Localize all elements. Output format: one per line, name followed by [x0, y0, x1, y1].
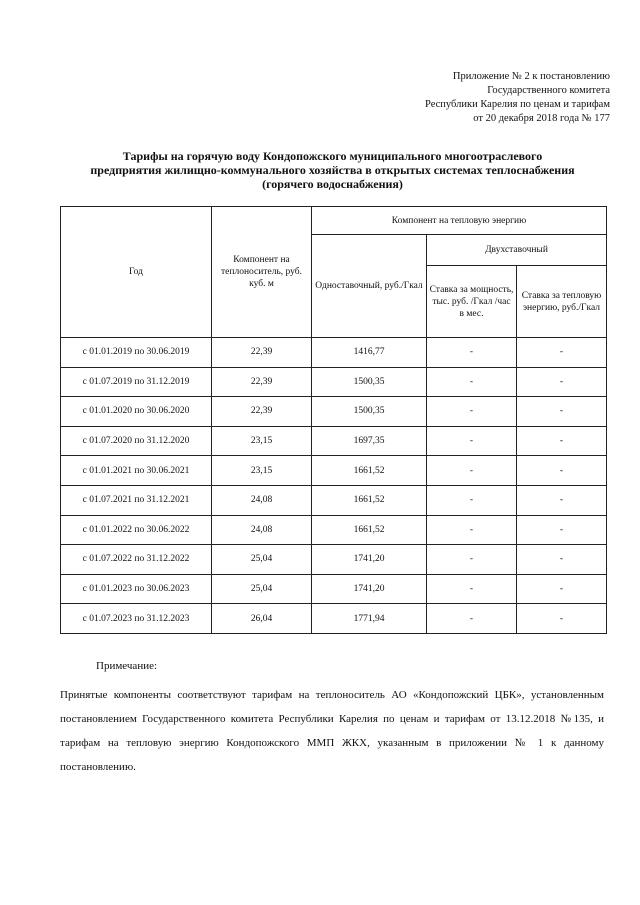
note-title: Примечание:: [96, 660, 158, 672]
cell-energy-rate: -: [517, 485, 607, 515]
title-line: предприятия жилищно-коммунального хозяйства в открытых системах теплоснабжения: [90, 163, 575, 177]
header-capacity-rate: Ставка за мощность, тыс. руб. /Гкал /час в мес.: [427, 266, 517, 338]
table-row: [61, 545, 607, 575]
cell-carrier: 23,15: [212, 426, 312, 456]
cell-carrier: 22,39: [212, 338, 312, 368]
cell-energy-rate: -: [517, 426, 607, 456]
header-carrier-component: Компонент на теплоноситель, руб. куб. м: [212, 207, 312, 338]
cell-period: с 01.07.2020 по 31.12.2020: [61, 426, 212, 456]
cell-single-rate: 1661,52: [312, 456, 427, 486]
cell-period: с 01.01.2019 по 30.06.2019: [61, 338, 212, 368]
appendix-header: [310, 70, 610, 126]
header-year: Год: [61, 207, 212, 338]
cell-single-rate: 1500,35: [312, 367, 427, 397]
table-row: [61, 485, 607, 515]
cell-single-rate: 1741,20: [312, 545, 427, 575]
cell-energy-rate: -: [517, 515, 607, 545]
cell-capacity-rate: -: [427, 485, 517, 515]
title-line: Тарифы на горячую воду Кондопожского муниципального многоотраслевого: [122, 149, 543, 163]
cell-carrier: 22,39: [212, 367, 312, 397]
cell-energy-rate: -: [517, 338, 607, 368]
cell-energy-rate: -: [517, 367, 607, 397]
header-energy-rate: Ставка за тепловую энергию, руб./Гкал: [517, 266, 607, 338]
cell-capacity-rate: -: [427, 545, 517, 575]
header-two-rate: Двухставочный: [427, 235, 607, 266]
cell-period: с 01.01.2022 по 30.06.2022: [61, 515, 212, 545]
table-row: [61, 367, 607, 397]
header-energy-component: Компонент на тепловую энергию: [312, 207, 607, 235]
cell-carrier: 25,04: [212, 574, 312, 604]
note-text: Принятые компоненты соответствуют тарифам на теплоноситель АО «Кондопожский ЦБК», установленным постановлением Государственного комитета Республики Карелия по ценам и тарифам от 13.12.2018 №135, и тарифам на тепловую энергию Кондопожского ММП ЖКХ, указанным в приложении № 1 к данному постановлению.: [60, 689, 604, 773]
cell-carrier: 22,39: [212, 397, 312, 427]
cell-single-rate: 1416,77: [312, 338, 427, 368]
cell-carrier: 23,15: [212, 456, 312, 486]
cell-single-rate: 1697,35: [312, 426, 427, 456]
cell-energy-rate: -: [517, 545, 607, 575]
table-row: [61, 604, 607, 634]
cell-period: с 01.01.2020 по 30.06.2020: [61, 397, 212, 427]
appendix-line: от 20 декабря 2018 года № 177: [473, 113, 610, 124]
cell-period: с 01.07.2021 по 31.12.2021: [61, 485, 212, 515]
cell-capacity-rate: -: [427, 397, 517, 427]
cell-carrier: 25,04: [212, 545, 312, 575]
cell-capacity-rate: -: [427, 604, 517, 634]
cell-period: с 01.01.2021 по 30.06.2021: [61, 456, 212, 486]
document-title: [60, 149, 605, 191]
cell-energy-rate: -: [517, 397, 607, 427]
cell-single-rate: 1661,52: [312, 515, 427, 545]
cell-period: с 01.01.2023 по 30.06.2023: [61, 574, 212, 604]
appendix-line: Республики Карелия по ценам и тарифам: [425, 99, 610, 110]
cell-capacity-rate: -: [427, 338, 517, 368]
table-row: [61, 338, 607, 368]
table-row: [61, 397, 607, 427]
cell-capacity-rate: -: [427, 367, 517, 397]
table-row: [61, 515, 607, 545]
cell-period: с 01.07.2022 по 31.12.2022: [61, 545, 212, 575]
appendix-line: Приложение № 2 к постановлению: [452, 71, 610, 82]
appendix-line: Государственного комитета: [487, 85, 610, 96]
cell-capacity-rate: -: [427, 456, 517, 486]
cell-carrier: 24,08: [212, 515, 312, 545]
cell-period: с 01.07.2019 по 31.12.2019: [61, 367, 212, 397]
cell-carrier: 24,08: [212, 485, 312, 515]
tariff-table: [60, 206, 607, 634]
cell-capacity-rate: -: [427, 574, 517, 604]
cell-energy-rate: -: [517, 574, 607, 604]
cell-single-rate: 1771,94: [312, 604, 427, 634]
cell-energy-rate: -: [517, 456, 607, 486]
cell-single-rate: 1661,52: [312, 485, 427, 515]
cell-single-rate: 1500,35: [312, 397, 427, 427]
cell-single-rate: 1741,20: [312, 574, 427, 604]
cell-carrier: 26,04: [212, 604, 312, 634]
table-row: [61, 574, 607, 604]
header-single-rate: Одноставочный, руб./Гкал: [312, 235, 427, 338]
cell-energy-rate: -: [517, 604, 607, 634]
table-row: [61, 456, 607, 486]
table-row: [61, 426, 607, 456]
cell-capacity-rate: -: [427, 515, 517, 545]
cell-period: с 01.07.2023 по 31.12.2023: [61, 604, 212, 634]
title-line: (горячего водоснабжения): [262, 177, 403, 191]
cell-capacity-rate: -: [427, 426, 517, 456]
